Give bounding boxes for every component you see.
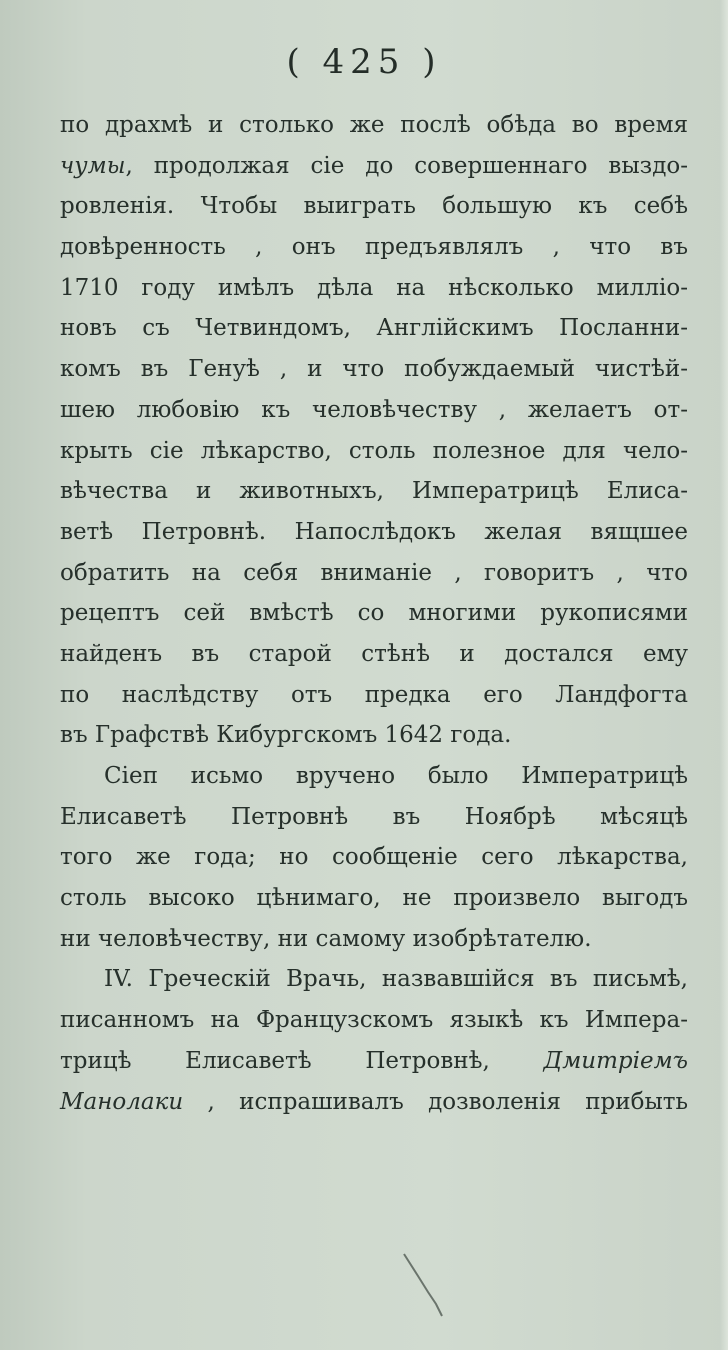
text-line: вѣчества и животныхъ, Императрицѣ Елиса- xyxy=(60,478,688,505)
text-line: комъ въ Генуѣ , и что побуждаемый чистѣй- xyxy=(60,356,688,383)
italic-span: чумы xyxy=(60,152,126,179)
text-line: по наслѣдству отъ предка его Ландфогта xyxy=(60,681,688,708)
text-line: IV. Греческій Врачь, назвавшійся въ письмѣ, xyxy=(104,966,688,993)
text-span: , продолжая сіе до совершеннаго выздо- xyxy=(125,152,688,179)
text-line: ветѣ Петровнѣ. Напослѣдокъ желая вящшее xyxy=(60,518,688,545)
text-line: крыть сіе лѣкарство, столь полезное для чело- xyxy=(60,437,688,464)
text-line: того же года; но сообщеніе сего лѣкарства, xyxy=(60,844,688,871)
text-line: обратить на себя вниманіе , говоритъ , что xyxy=(60,559,688,586)
text-line: столь высоко цѣнимаго, не произвело выгодъ xyxy=(60,885,688,912)
text-line: въ Графствѣ Кибургскомъ 1642 года. xyxy=(60,722,512,749)
text-line: 1710 году имѣлъ дѣла на нѣсколько милліо- xyxy=(60,274,688,301)
text-line: найденъ въ старой стѣнѣ и достался ему xyxy=(60,640,688,667)
text-line: довѣренность , онъ предъявлялъ , что въ xyxy=(60,234,688,261)
text-line: ровленія. Чтобы выиграть большую къ себѣ xyxy=(60,193,688,220)
text-line: Сіеп исьмо вручено было Императрицѣ xyxy=(104,763,688,789)
text-line: писанномъ на Французскомъ языкѣ къ Импера- xyxy=(60,1007,688,1034)
text-line: ни человѣчеству, ни самому изобрѣтателю. xyxy=(60,925,592,952)
text-line: шею любовію къ человѣчеству , желаетъ от- xyxy=(60,396,688,423)
page-number: ( 425 ) xyxy=(286,42,442,82)
text-line: Елисаветѣ Петровнѣ въ Ноябрѣ мѣсяцѣ xyxy=(60,803,688,830)
text-line: по драхмѣ и столько же послѣ обѣда во время xyxy=(60,112,688,138)
text-line: новъ съ Четвиндомъ, Англійскимъ Посланни- xyxy=(60,315,688,342)
text-span: трицѣ Елисаветѣ Петровнѣ, xyxy=(60,1047,544,1074)
italic-span: Манолаки xyxy=(60,1088,184,1115)
text-span: , испрашивалъ дозволенія прибыть xyxy=(183,1088,688,1115)
italic-span: Дмитріемъ xyxy=(543,1047,688,1074)
text-line: рецептъ сей вмѣстѣ со многими рукописями xyxy=(60,600,688,627)
